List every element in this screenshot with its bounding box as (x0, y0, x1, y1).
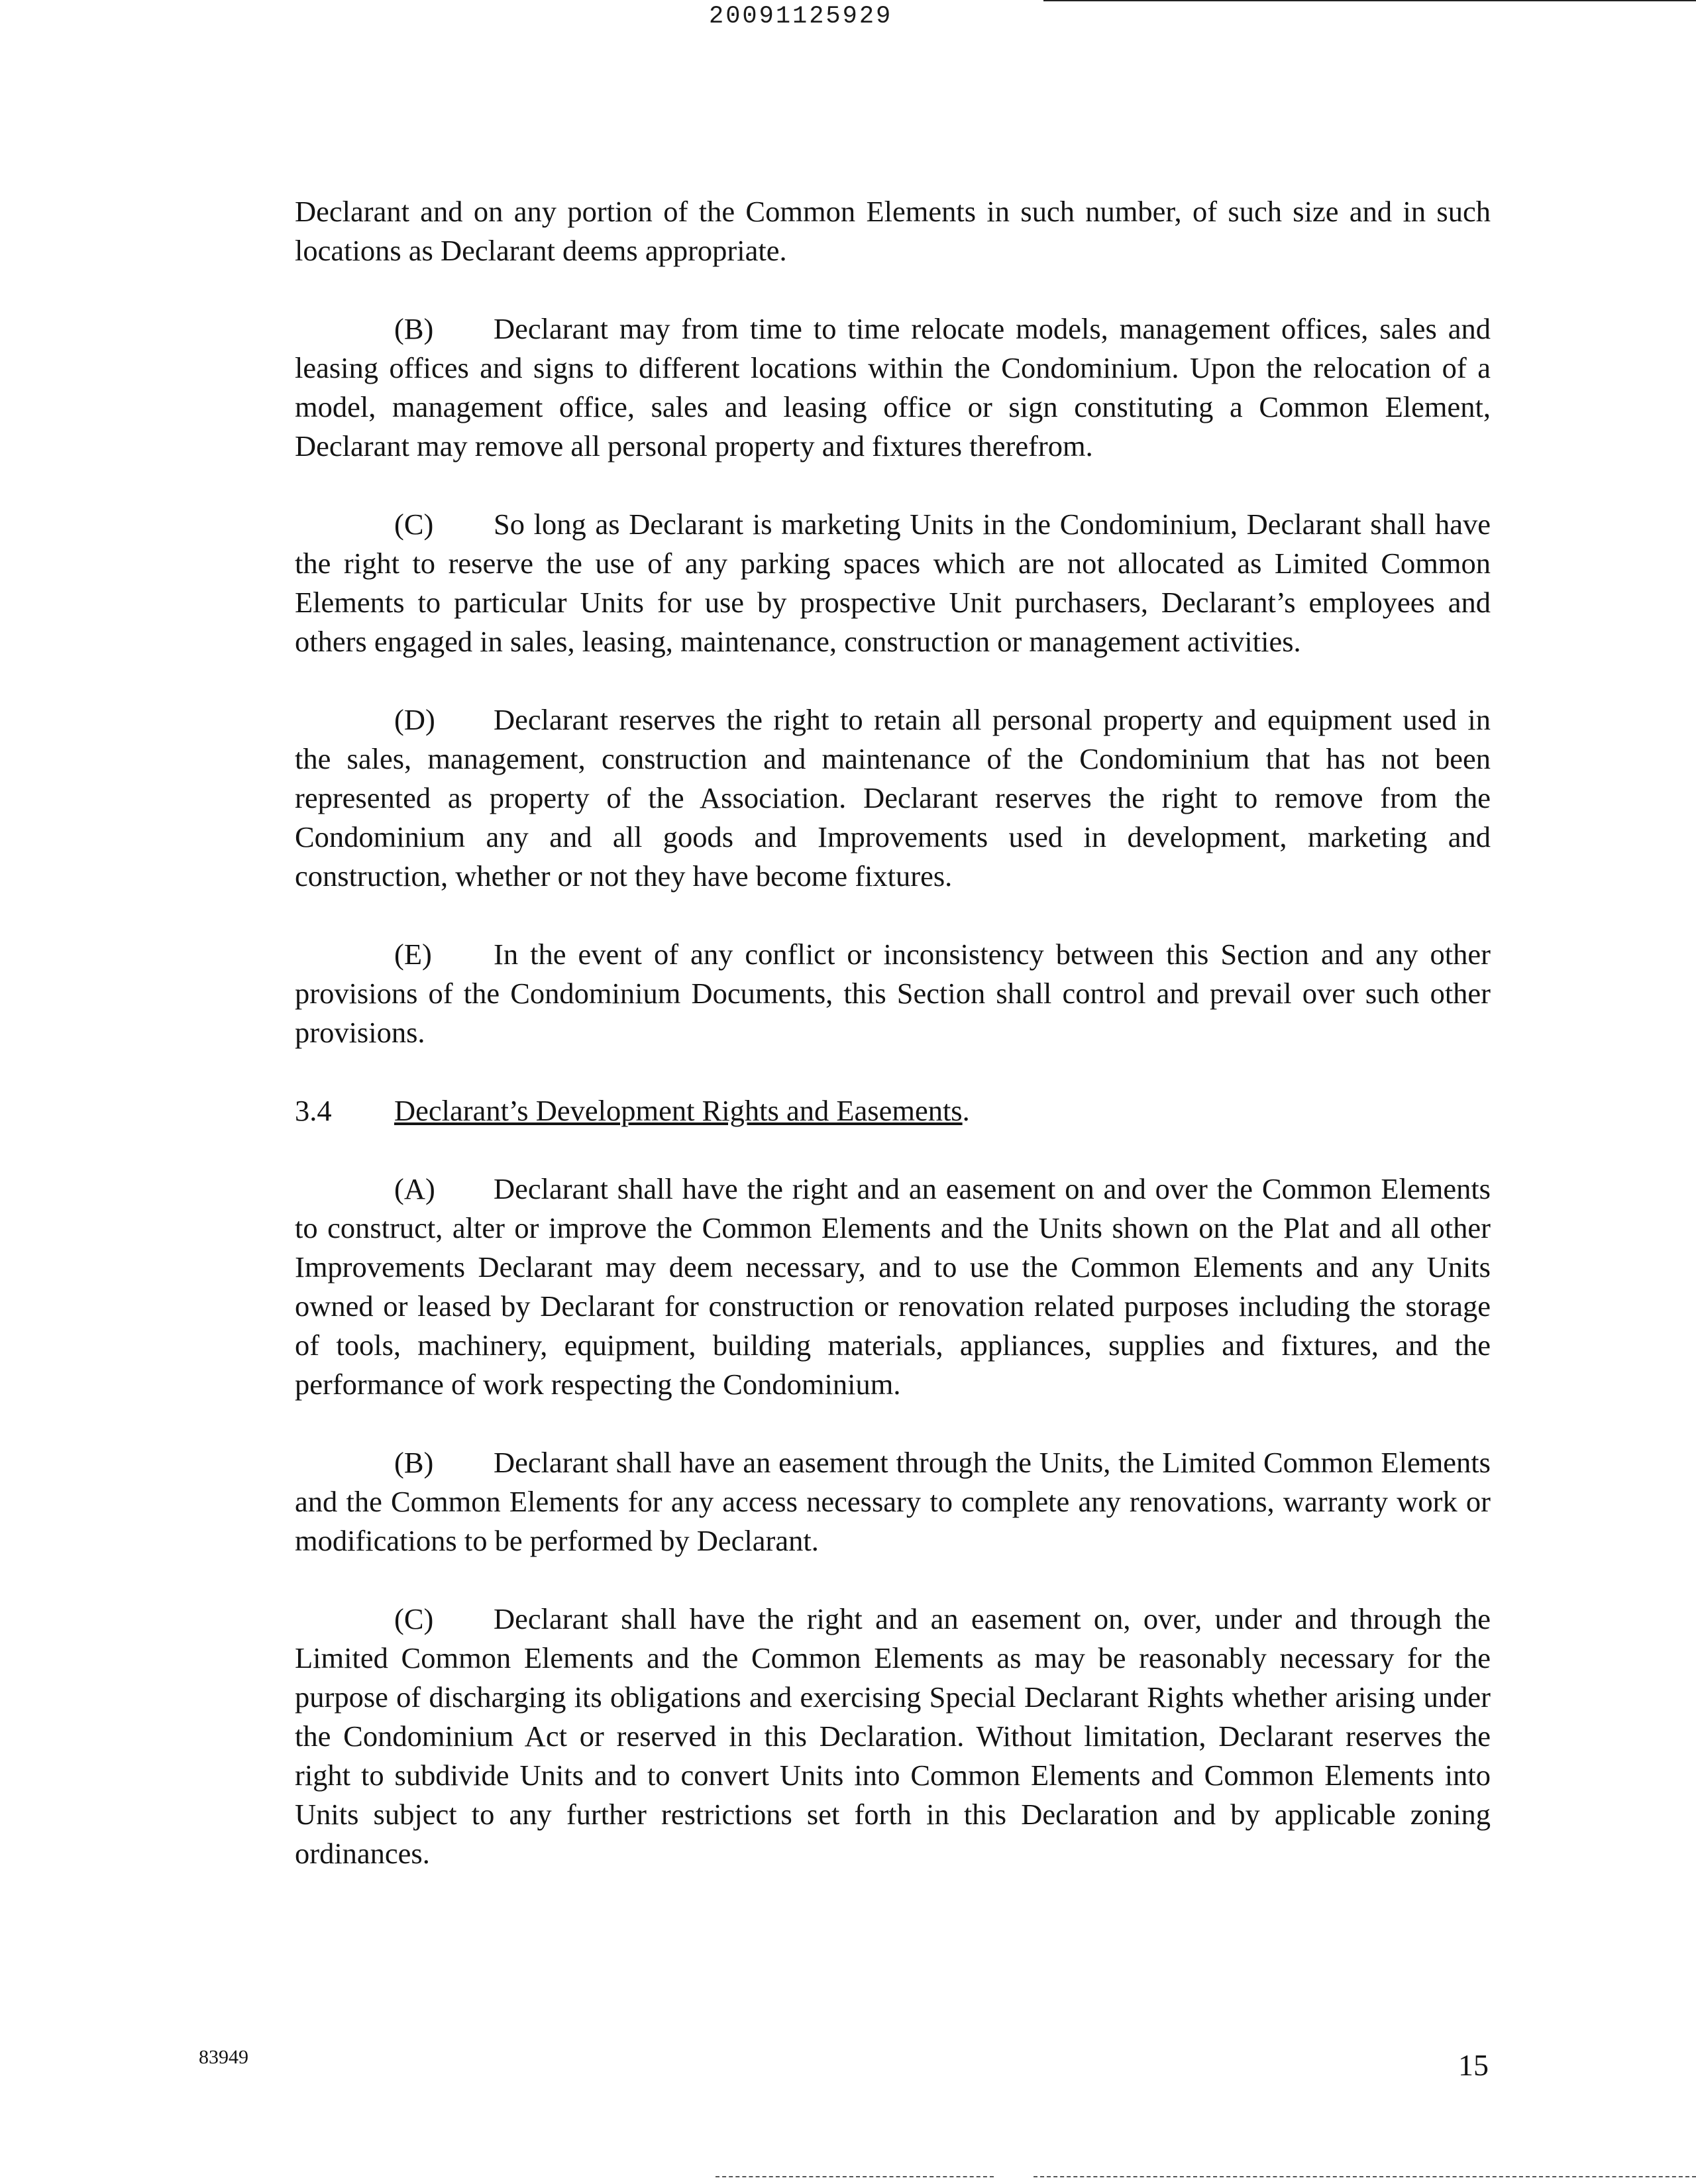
subsection-d (295, 700, 1491, 896)
subsection-text: Declarant reserves the right to retain all personal property and equipment used in the sales, management, construction and maintenance of the Condominium that has not been represented as property of the Association. Declarant reserves the right to remove from the Condominium any and all goods and Improvements used in development, marketing and construction, whether or not they have become fixtures. (295, 703, 1491, 893)
document-body (295, 192, 1491, 1873)
section-number: 3.4 (295, 1094, 332, 1127)
subsection-c (295, 505, 1491, 661)
subsection-text: In the event of any conflict or inconsistency between this Section and any other provisions of the Condominium Documents, this Section shall control and prevail over such other provisions. (295, 938, 1491, 1049)
subsection-e (295, 935, 1491, 1052)
section-title: Declarant’s Development Rights and Easements (394, 1094, 963, 1127)
subsection-text: Declarant shall have an easement through the Units, the Limited Common Elements and the Common Elements for any access necessary to complete any renovations, warranty work or modifications to be performed by Declarant. (295, 1446, 1491, 1557)
subsection-label: (B) (394, 312, 434, 345)
subsection-text: Declarant may from time to time relocate models, management offices, sales and leasing offices and signs to different locations within the Condominium. Upon the relocation of a model, management office, sales and leasing office or sign constituting a Common Element, Declarant may remove all personal property and fixtures therefrom. (295, 312, 1491, 463)
bottom-scan-rule (716, 2176, 994, 2177)
intro-paragraph: Declarant and on any portion of the Common Elements in such number, of such size and in such locations as Declarant deems appropriate. (295, 195, 1491, 267)
subsection-text: Declarant shall have the right and an easement on and over the Common Elements to construct, alter or improve the Common Elements and the Units shown on the Plat and all other Improvements Declarant may deem necessary, and to use the Common Elements and any Units owned or leased by Declarant for construction or renovation related purposes including the storage of tools, machinery, equipment, building materials, appliances, supplies and fixtures, and the performance of work respecting the Condominium. (295, 1172, 1491, 1401)
page-number: 15 (1458, 2048, 1489, 2082)
subsection-label: (D) (394, 703, 435, 736)
footer-document-id: 83949 (199, 2046, 248, 2068)
subsection-text: So long as Declarant is marketing Units in the Condominium, Declarant shall have the right to reserve the use of any parking spaces which are not allocated as Limited Common Elements to particular Units for use by prospective Unit purchasers, Declarant’s employees and others engaged in sales, leasing, maintenance, construction or management activities. (295, 508, 1491, 658)
section-title-period: . (962, 1094, 970, 1127)
section-subsection-a (295, 1170, 1491, 1404)
subsection-text: Declarant shall have the right and an easement on, over, under and through the Limited Common Elements and the Common Elements as may be reasonably necessary for the purpose of discharging its obligations and exercising Special Declarant Rights whether arising under the Condominium Act or reserved in this Declaration. Without limitation, Declarant reserves the right to subdivide Units and to convert Units into Common Elements and Common Elements into Units subject to any further restrictions set forth in this Declaration and by applicable zoning ordinances. (295, 1602, 1491, 1870)
subsection-label: (C) (394, 1602, 434, 1635)
subsection-b (295, 309, 1491, 466)
top-rule (1043, 0, 1696, 1)
section-subsection-c (295, 1600, 1491, 1873)
subsection-label: (A) (394, 1172, 435, 1205)
bottom-scan-rule (1034, 2176, 1696, 2177)
section-heading (295, 1091, 1491, 1130)
section-subsection-b (295, 1443, 1491, 1560)
recording-stamp-number: 20091125929 (709, 3, 893, 30)
subsection-label: (B) (394, 1446, 434, 1479)
subsection-label: (C) (394, 508, 434, 541)
subsection-label: (E) (394, 938, 432, 971)
